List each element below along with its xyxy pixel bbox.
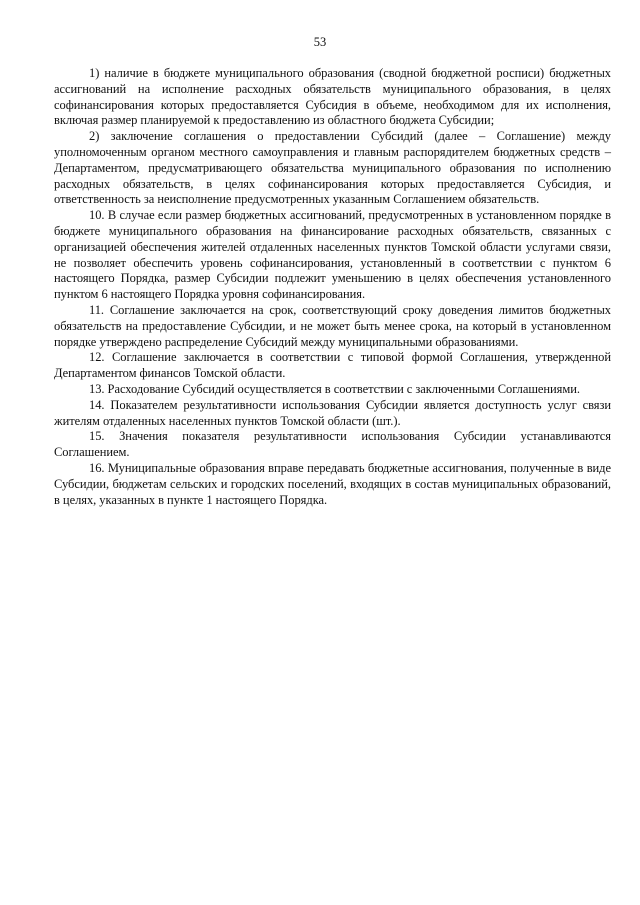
paragraph-item-1-budget-availability: 1) наличие в бюджете муниципального образования (сводной бюджетной росписи) бюджетных ассигнований на исполнение расходных обязательств муниципального образования, в целях софинансирования которых предоставляется Субсидия в объеме, необходимом для их исполнения, включая размер планируемой к предоставлению из областного бюджета Субсидии; bbox=[54, 66, 611, 128]
document-body bbox=[54, 66, 611, 508]
paragraph-12: 12. Соглашение заключается в соответствии с типовой формой Соглашения, утвержденной Департаментом финансов Томской области. bbox=[54, 350, 611, 381]
paragraph-14: 14. Показателем результативности использования Субсидии является доступность услуг связи жителям отдаленных населенных пунктов Томской области (шт.). bbox=[54, 397, 611, 428]
paragraph-15: 15. Значения показателя результативности использования Субсидии устанавливаются Соглашением. bbox=[54, 429, 611, 460]
paragraph-16: 16. Муниципальные образования вправе передавать бюджетные ассигнования, полученные в виде Субсидии, бюджетам сельских и городских поселений, входящих в состав муниципальных образований, в целях, указанных в пункте 1 настоящего Порядка. bbox=[54, 460, 611, 507]
paragraph-10: 10. В случае если размер бюджетных ассигнований, предусмотренных в установленном порядке в бюджете муниципального образования на финансирование расходных обязательств, связанных с организацией обеспечения жителей отдаленных населенных пунктов Томской области услугами связи, не позволяет обеспечить уровень софинансирования, установленный в соответствии с пунктом 6 настоящего Порядка, размер Субсидии подлежит уменьшению в целях обеспечения установленного пунктом 6 настоящего Порядка уровня софинансирования. bbox=[54, 208, 611, 302]
paragraph-item-2-agreement: 2) заключение соглашения о предоставлении Субсидий (далее – Соглашение) между уполномоченным органом местного самоуправления и главным распорядителем бюджетных средств – Департаментом, предусматривающего обязательства муниципального образования по исполнению расходных обязательств, в целях софинансирования которых предоставляется Субсидия, и ответственность за неисполнение предусмотренных указанным Соглашением обязательств. bbox=[54, 129, 611, 207]
page-number: 53 bbox=[313, 35, 327, 49]
paragraph-11: 11. Соглашение заключается на срок, соответствующий сроку доведения лимитов бюджетных обязательств на предоставление Субсидии, и не может быть менее срока, на который в установленном порядке утверждено распределение Субсидий между муниципальными образованиями. bbox=[54, 302, 611, 349]
paragraph-13: 13. Расходование Субсидий осуществляется в соответствии с заключенными Соглашениями. bbox=[89, 381, 580, 396]
